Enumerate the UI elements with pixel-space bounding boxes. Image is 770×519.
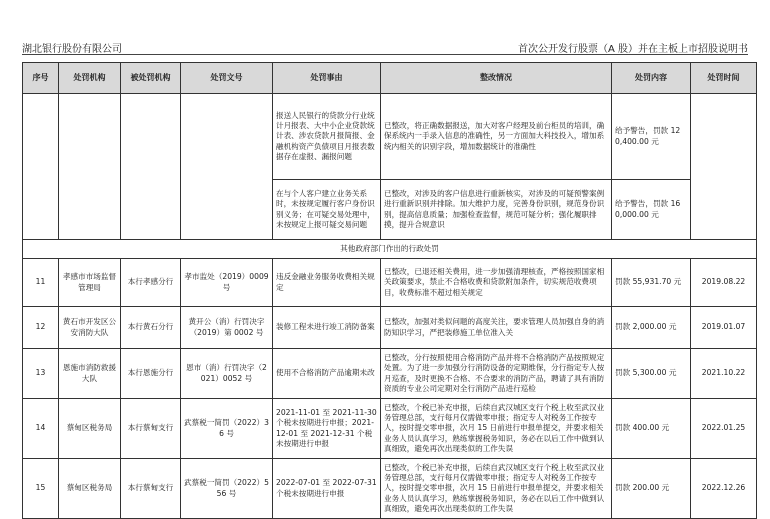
col-header-penalty: 处罚内容 (612, 63, 691, 94)
cell-reason: 在与个人客户建立业务关系时，未按规定履行客户身份识别义务；在可疑交易处理中，未按规定上报可疑交易问题 (273, 180, 381, 240)
cell-target (121, 94, 181, 240)
cell-date (691, 94, 757, 240)
section-row (23, 240, 757, 259)
cell-fix: 已整改，将正确数据报送，加大对客户经理及前台柜员的培训，确保系统内一手录入信息的准确性，另一方面加大科技投入，增加系统内相关的识别字段，增加数据统计的准确性 (381, 94, 612, 180)
col-header-no: 序号 (23, 63, 59, 94)
cell-date: 2019.08.22 (691, 259, 757, 307)
cell-no: 13 (23, 349, 59, 399)
document-title: 首次公开发行股票（A 股）并在主板上市招股说明书 (517, 44, 748, 55)
cell-date: 2019.01.07 (691, 307, 757, 349)
cell-no: 15 (23, 459, 59, 519)
cell-penalty: 给予警告，罚款 160,000.00 元 (612, 180, 691, 240)
table-row (23, 94, 757, 180)
cell-doc: 武蔡税一简罚（2022）36 号 (181, 399, 273, 459)
cell-penalty: 罚款 200.00 元 (612, 459, 691, 519)
cell-date: 2022.01.25 (691, 399, 757, 459)
cell-target: 本行恩施分行 (121, 349, 181, 399)
cell-target: 本行孝感分行 (121, 259, 181, 307)
cell-no: 12 (23, 307, 59, 349)
cell-date: 2022.12.26 (691, 459, 757, 519)
header-rule (22, 54, 748, 55)
cell-org: 黄石市开发区公安消防大队 (59, 307, 121, 349)
cell-doc: 武蔡税一简罚（2022）556 号 (181, 459, 273, 519)
cell-doc: 黄开公（消）行罚决字（2019）第 0002 号 (181, 307, 273, 349)
cell-reason: 报送人民银行的贷款分行业统计月报表、大中小企业贷款统计表、涉农贷款月报简报、金融机构资产负债项目月报表数据存在虚报、漏报问题 (273, 94, 381, 180)
cell-fix: 已整改，对涉及的客户信息进行重新核实，对涉及的可疑预警案例进行重新识别并排除。加大维护力度，完善身份识别，规范身份识别，提高信息质量；加强检查监督，规范可疑分析；强化履职排摸，提升合规意识 (381, 180, 612, 240)
cell-no: 11 (23, 259, 59, 307)
company-name: 湖北银行股份有限公司 (22, 44, 122, 55)
cell-doc: 恩市（消）行罚决字（2021）0052 号 (181, 349, 273, 399)
cell-target: 本行黄石分行 (121, 307, 181, 349)
cell-no: 14 (23, 399, 59, 459)
cell-doc: 孝市监处（2019）0009 号 (181, 259, 273, 307)
cell-reason: 违反金融业务服务收费相关规定 (273, 259, 381, 307)
table-row (23, 349, 757, 399)
cell-fix: 已整改，分行按照使用合格消防产品并将不合格消防产品按照规定处置。为了进一步加强分行消防设备的定期维保，分行指定专人按月巡查，及时更换不合格、不合要求的消防产品，聘请了具有消防资质的专业公司定期对全行消防产品进行巡检 (381, 349, 612, 399)
cell-fix: 已整改，个税已补充申报，后续自武汉城区支行个税上收至武汉业务管理总部，支行每月仅需做零申报；指定专人对税务工作按专人，按时提交零申报，次月 15 日前进行申报单提交，并要求相关业务人员认真学习，熟练掌握税务知识，务必在以后工作中做到认真细致，避免再次出现类似的工作失误 (381, 459, 612, 519)
cell-org: 恩施市消防救援大队 (59, 349, 121, 399)
table-row (23, 459, 757, 519)
cell-penalty: 罚款 5,300.00 元 (612, 349, 691, 399)
col-header-org: 处罚机构 (59, 63, 121, 94)
table-row (23, 259, 757, 307)
cell-penalty: 罚款 400.00 元 (612, 399, 691, 459)
col-header-date: 处罚时间 (691, 63, 757, 94)
cell-fix: 已整改，加强对类似问题的高度关注，要求管理人员加强自身的消防知识学习，严把装修施工单位准入关 (381, 307, 612, 349)
page-header (22, 40, 748, 54)
col-header-fix: 整改情况 (381, 63, 612, 94)
cell-org: 蔡甸区税务局 (59, 399, 121, 459)
cell-date: 2021.10.22 (691, 349, 757, 399)
cell-fix: 已整改，已退还相关费用，进一步加强清理核查，严格按照国家相关政策要求，禁止不合格收费和贷款附加条件，切实规范收费项目，收费标准不超过相关规定 (381, 259, 612, 307)
penalty-table (22, 62, 757, 519)
cell-no (23, 94, 59, 240)
cell-org (59, 94, 121, 240)
col-header-reason: 处罚事由 (273, 63, 381, 94)
cell-reason: 2022-07-01 至 2022-07-31 个税未按期进行申报 (273, 459, 381, 519)
cell-org: 孝感市市场监督管理局 (59, 259, 121, 307)
cell-target: 本行蔡甸支行 (121, 399, 181, 459)
cell-fix: 已整改，个税已补充申报，后续自武汉城区支行个税上收至武汉业务管理总部，支行每月仅需做零申报；指定专人对税务工作按专人，按时提交零申报，次月 15 日前进行申报单提交，并要求相关业务人员认真学习，熟练掌握税务知识，务必在以后工作中做到认真细致，避免再次出现类似的工作失误 (381, 399, 612, 459)
cell-doc (181, 94, 273, 240)
table-header-row (23, 63, 757, 94)
cell-penalty: 罚款 55,931.70 元 (612, 259, 691, 307)
cell-reason: 2021-11-01 至 2021-11-30 个税未按期进行申报；2021-12-01 至 2021-12-31 个税未按期进行申报 (273, 399, 381, 459)
cell-reason: 装修工程未进行竣工消防备案 (273, 307, 381, 349)
col-header-target: 被处罚机构 (121, 63, 181, 94)
cell-reason: 使用不合格消防产品逾期未改 (273, 349, 381, 399)
cell-target: 本行蔡甸支行 (121, 459, 181, 519)
section-title: 其他政府部门作出的行政处罚 (23, 240, 757, 259)
table-row (23, 399, 757, 459)
col-header-doc: 处罚文号 (181, 63, 273, 94)
cell-penalty: 给予警告，罚款 120,400.00 元 (612, 94, 691, 180)
table-row (23, 307, 757, 349)
cell-org: 蔡甸区税务局 (59, 459, 121, 519)
cell-penalty: 罚款 2,000.00 元 (612, 307, 691, 349)
